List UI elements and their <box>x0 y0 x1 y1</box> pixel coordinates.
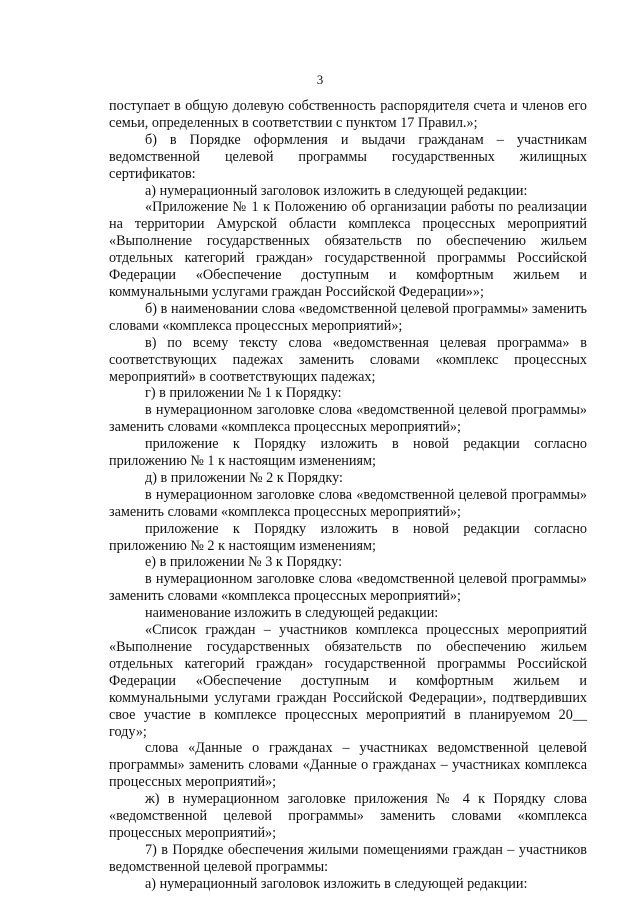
paragraph-item-6e: е) в приложении № 3 к Порядку: <box>145 554 343 571</box>
paragraph-item-6v: в) по всему тексту слова «ведомственная целевая программа» в соответствующих падежах заменить словами «комплекс процессных мероприятий» в соответствующих падежах; <box>109 334 587 385</box>
paragraph-continuation: поступает в общую долевую собственность распорядителя счета и членов его семьи, определенных в соответствии с пунктом 17 Правил.»; <box>109 98 587 131</box>
paragraph-6d-appendix: приложение к Порядку изложить в новой редакции согласно приложению № 2 к настоящим изменениям; <box>109 520 587 554</box>
paragraph-6g-heading: в нумерационном заголовке слова «ведомственной целевой программы» заменить словами «комплекса процессных мероприятий»; <box>109 402 587 436</box>
paragraph-item-6zh: ж) в нумерационном заголовке приложения № 4 к Порядку слова «ведомственной целевой программы» заменить словами «комплекса процессных мероприятий»; <box>109 791 587 841</box>
paragraph-6e-words: слова «Данные о гражданах – участниках ведомственной целевой программы» заменить словами «Данные о гражданах – участниках комплекса процессных мероприятий»; <box>109 740 587 791</box>
paragraph-6d-heading: в нумерационном заголовке слова «ведомственной целевой программы» заменить словами «комплекса процессных мероприятий»; <box>109 486 587 520</box>
paragraph-item-6b: б) в наименовании слова «ведомственной целевой программы» заменить словами «комплекса процессных мероприятий»; <box>109 300 587 334</box>
paragraph-item-6d: д) в приложении № 2 к Порядку: <box>145 469 343 486</box>
paragraph-item-7: 7) в Порядке обеспечения жилыми помещениями граждан – участников ведомственной целевой программы: <box>109 841 587 875</box>
page-number: 3 <box>316 72 324 87</box>
paragraph-item-7a: а) нумерационный заголовок изложить в следующей редакции: <box>145 875 528 892</box>
paragraph-item-6g: г) в приложении № 1 к Порядку: <box>145 385 342 402</box>
paragraph-6g-appendix: приложение к Порядку изложить в новой редакции согласно приложению № 1 к настоящим изменениям; <box>109 436 587 470</box>
paragraph-quote-list: «Список граждан – участников комплекса процессных мероприятий «Выполнение государственных обязательств по обеспечению жильем отдельных категорий граждан» государственной программы Российской Федерации «Обеспечение доступным и комфортным жильем и коммунальными услугами граждан Российской Федерации», подтвердивших свое участие в комплексе процессных мероприятий в планируемом 20__ году»; <box>109 622 587 740</box>
paragraph-quote-appendix-1: «Приложение № 1 к Положению об организации работы по реализации на территории Амурской области комплекса процессных мероприятий «Выполнение государственных обязательств по обеспечению жильем отдельных категорий граждан» государственной программы Российской Федерации «Обеспечение доступным и комфортным жильем и коммунальными услугами граждан Российской Федерации»»; <box>109 199 587 300</box>
document-body <box>109 98 587 893</box>
paragraph-6e-title: наименование изложить в следующей редакции: <box>145 605 439 622</box>
paragraph-item-6: б) в Порядке оформления и выдачи гражданам – участникам ведомственной целевой программы государственных жилищных сертификатов: <box>109 131 587 182</box>
paragraph-6e-heading: в нумерационном заголовке слова «ведомственной целевой программы» заменить словами «комплекса процессных мероприятий»; <box>109 571 587 605</box>
paragraph-item-6a: а) нумерационный заголовок изложить в следующей редакции: <box>145 182 528 199</box>
